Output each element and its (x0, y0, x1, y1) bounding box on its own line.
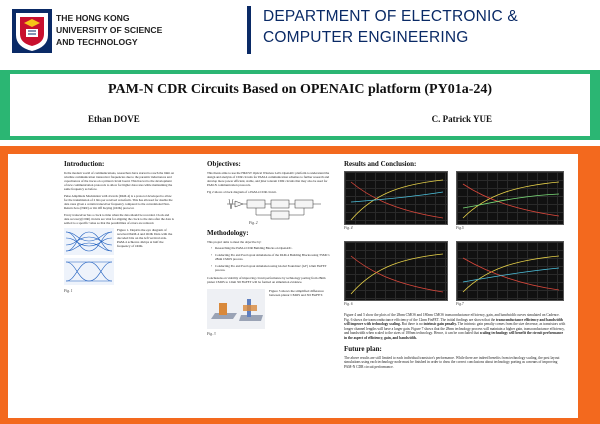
plot-curve-icon (345, 242, 448, 301)
main-panel (8, 154, 578, 418)
introduction-section (64, 158, 174, 294)
main-frame (0, 146, 600, 424)
results-text-3: The intrinsic gain penalty comes from the size decrease, as transistors with longer channel lengths will have a larger gain. Figure 7 shows that the 28nm technology process will maintain a higher gain, transconductance efficiency, and bandwidth when scaled to the sizes of 180nm technology. Hence, it can be concluded that (344, 322, 566, 336)
plot-curve-icon (457, 242, 564, 301)
objectives-paragraph-1: This thesis aims to use the HKUST Optical Wireless Lab's OpenAIC platform to understand the design and analysis of CDR circuits for PAM-4 communication schemes to further research and develop more power efficient, stable, and jitter tolerant CDR circuits that may also be used for PAM-N communication protocols. (207, 171, 330, 187)
author-supervisor: C. Patrick YUE (431, 114, 492, 124)
poster-title: PAM-N CDR Circuits Based on OPENAIC platform (PY01a-24) (107, 82, 493, 97)
figure-1-caption: Figure 1. Depicts the eye diagram of received PAM-4 and OOK Data with the decoded bits on the left vertical axis. PAM-4 achieves 4Gbps at half the frequency of OOK. (117, 228, 173, 248)
author-student: Ethan DOVE (88, 114, 140, 124)
introduction-paragraph-3: Every transceiver has a clock to time when the data should be recorded. Clock and data recovery(CDR) circuits are vital for aligning the clock to the data after the data is settled to a specific value so that the possibilities of errors are reduced. (64, 213, 174, 225)
figure-1-eye-diagrams[interactable] (64, 228, 114, 286)
figure-1-label: Fig. 1 (64, 289, 73, 293)
block-diagram-icon (207, 197, 333, 221)
university-logo[interactable] (12, 8, 187, 54)
methodology-list (211, 246, 333, 272)
results-figure-grid (344, 171, 566, 309)
results-heading: Results and Conclusion: (344, 160, 417, 168)
plot-curve-icon (457, 172, 564, 225)
future-plan-heading: Future plan: (344, 344, 382, 353)
department-name (247, 6, 593, 54)
figure-7-label: Fig.7 (456, 302, 464, 306)
figure-4-plot[interactable] (344, 171, 448, 225)
figure-7-plot[interactable] (456, 241, 564, 301)
objectives-heading: Objectives: (207, 160, 241, 168)
figure-3-label: Fig. 3 (207, 332, 216, 336)
methodology-item: • Conducting Pre and Post layout simulation using Global Foundries' (GF) 12nm FinFET process. (211, 264, 333, 272)
methodology-item: • Researching the PAM-4 CDR Building Blocks on OpenAIC. (211, 246, 333, 250)
department-line-1: DEPARTMENT OF ELECTRONIC & (263, 8, 518, 25)
transistor-3d-icon (207, 289, 265, 329)
objectives-paragraph-2: Fig 2 shows a block diagram of a PAM-4 CDR circuit. (207, 190, 277, 194)
figure-2-label: Fig. 2 (249, 221, 258, 225)
figure-5-label: Fig.5 (456, 226, 464, 230)
title-banner (0, 70, 600, 140)
university-line-1: THE HONG KONG (56, 13, 130, 23)
department-line-2: COMPUTER ENGINEERING (263, 29, 469, 46)
figure-2-block-diagram[interactable] (207, 197, 333, 227)
figure-6-plot[interactable] (344, 241, 448, 301)
results-paragraph (344, 313, 566, 341)
figure-3-transistor-illustration[interactable] (207, 289, 265, 329)
introduction-paragraph-2: Pulse Amplitude Modulation with 4 levels (PAM-4) is a protocol developed to allow for the transmission of 2 bits per received waveform. This has allowed for double the data rates given a certain transceiver frequency compared to the conventional Non-Return Zero (NRZ) or On Off Keying (OOK) protocol. (64, 194, 173, 210)
results-section (344, 158, 566, 372)
introduction-heading: Introduction: (64, 160, 105, 168)
header (0, 0, 600, 62)
figure-3-block (207, 287, 333, 337)
title-panel (10, 74, 590, 136)
results-text-2: But there is no (400, 322, 424, 327)
methodology-item: • Conducting Pre and Post layout simulations of the PAM-4 Building Blocks using TSMC's 28nm CMOS process. (211, 253, 333, 261)
future-plan-paragraph: The above results are still limited to each individual transistor's performance. While there are indeed benefits from technology scaling, the post layout simulations using each technology node must be finished in order to draw the correct conclusions about technology porting as a means of improving PAM-N CDR circuit performance. (344, 355, 560, 369)
objectives-section (207, 158, 333, 337)
university-name (56, 12, 191, 48)
eye-diagram-icon (64, 228, 114, 286)
university-line-2: UNIVERSITY OF SCIENCE (56, 25, 163, 35)
figure-5-plot[interactable] (456, 171, 564, 225)
figure-3-caption: Figure 3 shows the simplified difference between planar CMOS and 3D FinFET. (269, 289, 324, 297)
results-highlight-1: transconductance efficiency and bandwidth will improve with technology scaling. (344, 317, 563, 327)
university-crest-icon (12, 9, 52, 53)
figure-7-block (456, 241, 564, 309)
methodology-intro: This project aims to meet the objective by: (207, 240, 262, 244)
results-highlight-2: intrinsic gain penalty. (423, 322, 457, 327)
figure-4-block (344, 171, 448, 233)
methodology-paragraph-2: Conclusions on viability of improving circuit performance by technology porting from 28nm planar CMOS to 12nm 3D FinFET will be formed on simulation evidence. (207, 276, 326, 284)
results-text-1: Figure 4 and 5 show the plots of the 28nm CMOS and 180nm CMOS transconductance efficiency, gain, and bandwidth curves simulated on Cadence. Fig. 6 shows the transconductance efficiency of the 12nm FinFET. The initial findings are shown that the (344, 313, 560, 322)
results-highlight-3: scaling technology will benefit the circuit performance in the aspect of efficiency, gain, and bandwidth. (344, 331, 564, 340)
figure-4-label: Fig. 4 (344, 226, 353, 230)
figure-6-label: Fig. 6 (344, 302, 353, 306)
methodology-heading: Methodology: (207, 229, 249, 237)
figure-6-block (344, 241, 448, 309)
university-line-3: AND TECHNOLOGY (56, 37, 138, 47)
introduction-paragraph-1: In the modern world of communications, researchers have started to reach the limit on wireline communication transceiver frequencies due to the parasitic inductances and capacitances of the traces on a printed circuit board. This has led to the development of new communication protocols to allow for higher data rates while maintaining the same frequency as before. (64, 171, 174, 191)
plot-curve-icon (345, 172, 448, 225)
figure-1-block (64, 228, 174, 294)
figure-5-block (456, 171, 564, 233)
